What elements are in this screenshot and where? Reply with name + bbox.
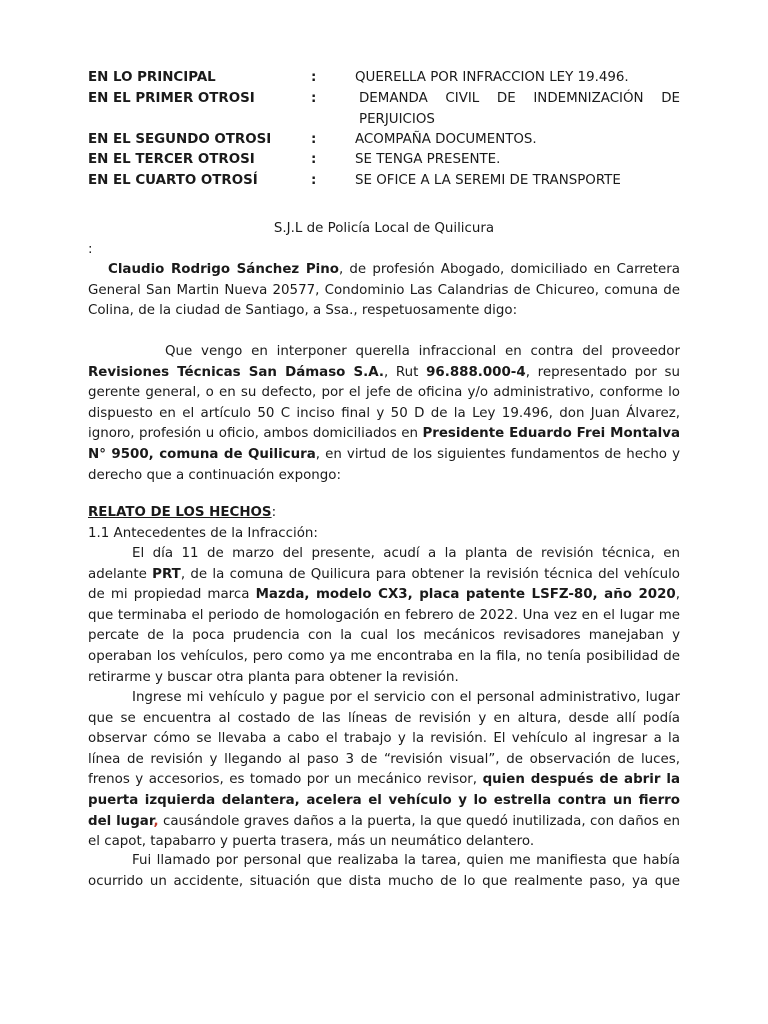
header-label: EN EL TERCER OTROSI [88, 152, 255, 167]
header-value: QUERELLA POR INFRACCION LEY 19.496. [355, 70, 629, 85]
court-colon: : [88, 242, 93, 257]
text-run: , que terminaba el periodo de homologación en febrero de 2022. Una vez en el lugar me percate de la poca prudencia con la cual los mecánicos revisadores manejaban y operaban los vehículos, pero como ya me encontraba en la fila, no tenía posibilidad de retirarme y buscar otra planta para obtener la revisión. [88, 587, 680, 685]
text-run: causándole graves daños a la puerta, la que quedó inutilizada, con daños en el capot, tapabarro y puerta trasera, más un neumático delantero. [88, 813, 680, 850]
text-run: , Rut [383, 364, 427, 380]
header-label: EN EL CUARTO OTROSÍ [88, 173, 258, 188]
header-colon: : [311, 132, 317, 147]
defendant-rut: 96.888.000-4 [426, 364, 526, 380]
text-run: El día 11 de marzo del presente, acudí a la planta de revisión técnica, en adelante [88, 546, 680, 582]
section-heading [88, 503, 680, 524]
incident-description: quien después de abrir la puerta izquierda delantera, acelera el vehículo y lo estrella contra un fierro del lugar [88, 772, 680, 829]
plaintiff-name: Claudio Rodrigo Sánchez Pino [108, 262, 339, 277]
facts-paragraph-2 [88, 688, 680, 853]
defendant-name: Revisiones Técnicas San Dámaso S.A. [88, 364, 384, 380]
header-value: ACOMPAÑA DOCUMENTOS. [355, 132, 537, 147]
court-title: S.J.L de Policía Local de Quilicura [273, 221, 495, 236]
subsection-heading: 1.1 Antecedentes de la Infracción: [88, 526, 318, 541]
vehicle-details: Mazda, modelo CX3, placa patente LSFZ-80, año 2020 [255, 587, 676, 603]
header-value: DEMANDA CIVIL DE INDEMNIZACIÓN DE PERJUICIOS [359, 91, 680, 127]
header-value: SE TENGA PRESENTE. [355, 152, 501, 167]
header-label: EN EL PRIMER OTROSI [88, 91, 255, 106]
facts-paragraph-1 [88, 544, 680, 688]
intro-paragraph [88, 260, 680, 322]
text-run: Que vengo en interponer querella infraccional en contra del proveedor [165, 344, 680, 359]
header-label: EN LO PRINCIPAL [88, 70, 216, 85]
section-title: RELATO DE LOS HECHOS [88, 505, 272, 520]
text-run: Ingrese mi vehículo y pague por el servicio con el personal administrativo, lugar que se encuentra al costado de las líneas de revisión y en altura, desde allí podía observar cómo se llevaba a cabo el trabajo y la revisión. El vehículo al ingresar a la línea de revisión y llegando al paso 3 de “revisión visual”, de observación de luces, frenos y accesorios, es tomado por un mecánico revisor, [88, 690, 680, 788]
header-colon: : [311, 70, 317, 85]
text-run: , en virtud de los siguientes fundamentos de hecho y derecho que a continuación expongo: [88, 446, 680, 483]
text-run: Fui llamado por personal que realizaba la tarea, quien me manifiesta que había ocurrido un accidente, situación que dista mucho de lo que realmente paso, ya que [88, 853, 680, 889]
section-colon: : [271, 505, 277, 520]
header-colon: : [311, 91, 317, 106]
complaint-paragraph [88, 342, 680, 486]
header-label: EN EL SEGUNDO OTROSI [88, 132, 272, 147]
header-value: SE OFICE A LA SEREMI DE TRANSPORTE [355, 173, 621, 188]
text-run: , representado por su gerente general, o en su defecto, por el jefe de oficina y/o administrativo, conforme lo dispuesto en el artículo 50 C inciso final y 50 D de la Ley 19.496, don Juan Álvarez, ignoro, profesión u oficio, ambos domiciliados en [88, 364, 681, 442]
header-colon: : [311, 173, 317, 188]
defendant-address: Presidente Eduardo Frei Montalva N° 9500, comuna de Quilicura [88, 426, 680, 462]
red-comma: , [153, 813, 159, 829]
prt-abbrev: PRT [152, 566, 181, 582]
facts-paragraph-3 [88, 851, 680, 892]
intro-text: , de profesión Abogado, domiciliado en Carretera General San Martin Nueva 20577, Condominio Las Calandrias de Chicureo, comuna de Colina, de la ciudad de Santiago, a Ssa., respetuosamente digo: [88, 262, 680, 319]
text-run: , de la comuna de Quilicura para obtener la revisión técnica del vehículo de mi propiedad marca [88, 566, 680, 603]
header-colon: : [311, 152, 317, 167]
